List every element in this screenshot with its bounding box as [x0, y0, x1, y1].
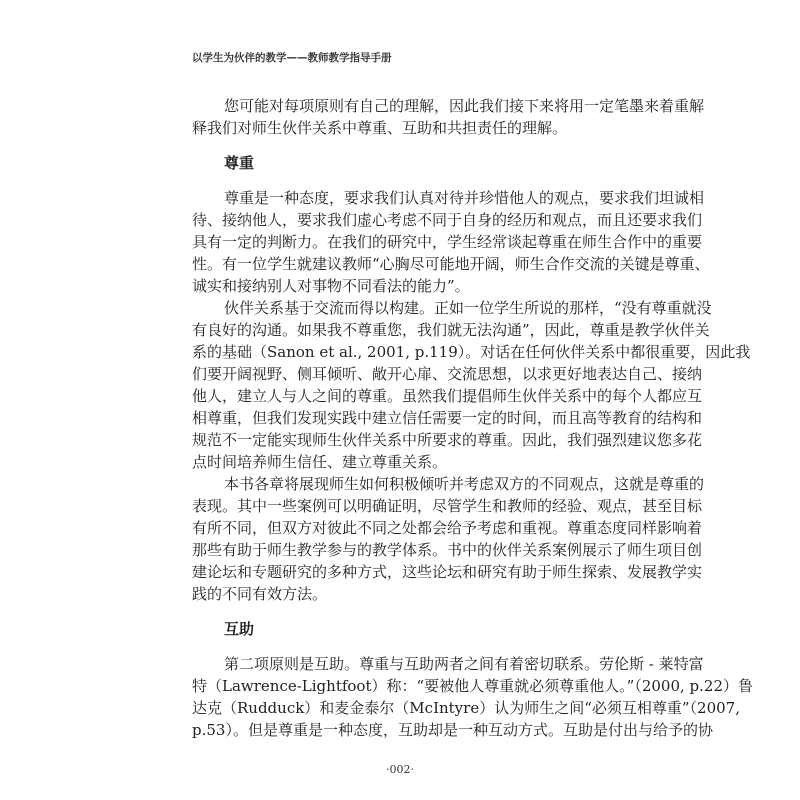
text-line: 达克（Rudduck）和麦金泰尔（McIntyre）认为师生之间“必须互相尊重”（2007, [192, 699, 740, 717]
text-line: p.53）。但是尊重是一种态度，互助却是一种互动方式。互助是付出与给予的协 [192, 721, 713, 739]
text-line: 点时间培养师生信任、建立尊重关系。 [192, 453, 448, 471]
text-line: 有良好的沟通。如果我不尊重您，我们就无法沟通”，因此，尊重是教学伙伴关 [192, 321, 710, 339]
text-line: 系的基础（Sanon et al., 2001, p.119）。对话在任何伙伴关系中都很重要，因此我 [192, 343, 751, 361]
text-line: 本书各章将展现师生如何积极倾听并考虑双方的不同观点，这就是尊重的 [224, 475, 705, 493]
paragraph [192, 653, 753, 741]
running-header: 以学生为伙伴的教学——教师教学指导手册 [192, 52, 392, 64]
text-line: 尊重是一种态度，要求我们认真对待并珍惜他人的观点，要求我们坦诚相 [224, 189, 705, 207]
text-line: 性。有一位学生就建议教师“心胸尽可能地开阔，师生合作交流的关键是尊重、 [192, 255, 710, 273]
section-heading: 互助 [224, 620, 255, 638]
text-line: 诚实和接纳别人对事物不同看法的能力”。 [192, 277, 470, 295]
paragraph [192, 473, 705, 605]
text-line: 们要开阔视野、侧耳倾听、敞开心扉、交流思想，以求更好地表达自己、接纳 [192, 365, 703, 383]
text-line: 第二项原则是互助。尊重与互助两者之间有着密切联系。劳伦斯 - 莱特富 [224, 655, 704, 673]
text-line: 释我们对师生伙伴关系中尊重、互助和共担责任的理解。 [192, 119, 568, 137]
text-line: 您可能对每项原则有自己的理解，因此我们接下来将用一定笔墨来着重解 [224, 97, 705, 115]
text-line: 具有一定的判断力。在我们的研究中，学生经常谈起尊重在师生合作中的重要 [192, 233, 703, 251]
text-line: 表现。其中一些案例可以明确证明，尽管学生和教师的经验、观点，甚至目标 [192, 497, 703, 515]
section-heading: 尊重 [224, 154, 255, 172]
text-line: 伙伴关系基于交流而得以构建。正如一位学生所说的那样，“没有尊重就没 [224, 299, 712, 317]
text-line: 他人，建立人与人之间的尊重。虽然我们提倡师生伙伴关系中的每个人都应互 [192, 387, 703, 405]
text-line: 规范不一定能实现师生伙伴关系中所要求的尊重。因此，我们强烈建议您多花 [192, 431, 703, 449]
text-line: 待、接纳他人，要求我们虚心考虑不同于自身的经历和观点，而且还要求我们 [192, 211, 703, 229]
text-line: 践的不同有效方法。 [192, 585, 328, 603]
text-line: 特（Lawrence-Lightfoot）称：“要被他人尊重就必须尊重他人。”（2000, p.22）鲁 [192, 677, 753, 695]
paragraph [192, 297, 751, 473]
paragraph [192, 187, 710, 297]
text-line: 有所不同，但双方对彼此不同之处都会给予考虑和重视。尊重态度同样影响着 [192, 519, 703, 537]
page-body [192, 95, 753, 741]
page-number: ·002· [386, 763, 414, 776]
text-line: 那些有助于师生教学参与的教学体系。书中的伙伴关系案例展示了师生项目创 [192, 541, 703, 559]
text-line: 建论坛和专题研究的多种方式，这些论坛和研究有助于师生探索、发展教学实 [192, 563, 703, 581]
text-line: 相尊重，但我们发现实践中建立信任需要一定的时间，而且高等教育的结构和 [192, 409, 703, 427]
paragraph [192, 95, 705, 139]
